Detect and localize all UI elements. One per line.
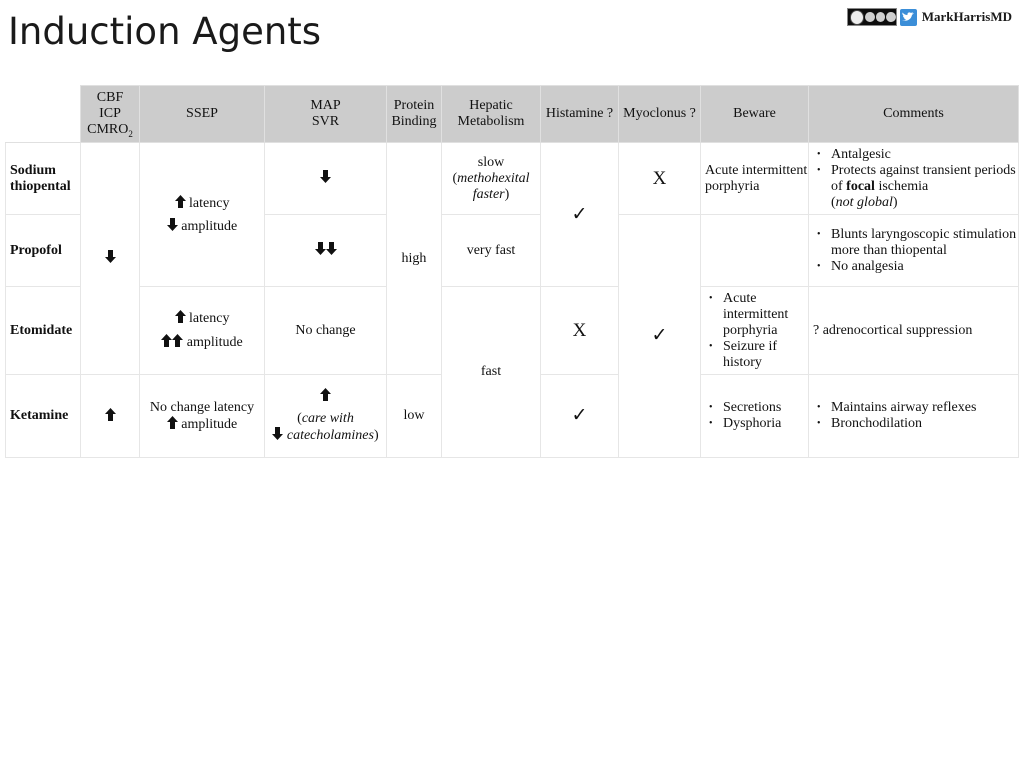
hepatic-methohexital: methohexital [457, 170, 530, 186]
header-map-line2: SVR [311, 114, 340, 129]
induction-agents-table [5, 85, 1019, 458]
brand [847, 8, 1012, 26]
ssep-amplitude: amplitude [181, 218, 238, 234]
row-thiopental [6, 143, 1019, 215]
cbf-down-cell [81, 143, 140, 375]
down-arrow-icon [326, 242, 337, 255]
map-care-with: care with [301, 411, 354, 426]
header-beware: Beware [701, 86, 809, 143]
header-cbf [81, 86, 140, 143]
header-cmro-subscript: 2 [128, 128, 133, 139]
header-ssep: SSEP [140, 86, 265, 143]
comment-bronchodilation: • Bronchodilation [831, 416, 1018, 432]
drug-ketamine: Ketamine [6, 375, 81, 458]
hepatic-propofol-cell: very fast [442, 215, 541, 287]
map-propofol-cell [265, 215, 387, 287]
row-etomidate [6, 287, 1019, 375]
myoclonus-check: ✓ [619, 215, 701, 458]
ssep-ketamine-line1: No change latency [149, 399, 255, 415]
header-comments: Comments [809, 86, 1019, 143]
beware-thiopental: Acute intermittent porphyria [701, 143, 809, 215]
hepatic-fast-cell: fast [442, 287, 541, 458]
ssep-top-cell [140, 143, 265, 287]
page-title: Induction Agents [8, 10, 322, 53]
up-arrow-icon [320, 388, 331, 401]
up-arrow-icon [161, 334, 172, 347]
up-arrow-icon [105, 408, 116, 421]
histamine-check-ketamine: ✓ [541, 375, 619, 458]
header-cbf-line2: ICP [99, 106, 121, 121]
protein-high-cell: high [387, 143, 442, 375]
cbf-ketamine-cell [81, 375, 140, 458]
header-map [265, 86, 387, 143]
header-histamine: Histamine ? [541, 86, 619, 143]
down-arrow-icon [320, 170, 331, 183]
header-protein-line2: Binding [391, 114, 437, 129]
ssep-etomidate-amplitude: amplitude [186, 335, 243, 350]
header-hepatic [442, 86, 541, 143]
header-hepatic-line2: Metabolism [457, 114, 525, 129]
comment-focal: focal [846, 178, 875, 194]
header-protein-line1: Protein [393, 98, 435, 113]
map-etomidate-cell: No change [265, 287, 387, 375]
hepatic-faster: faster [472, 186, 505, 202]
brand-name: MarkHarrisMD [921, 9, 1012, 24]
hepatic-slow: slow [477, 154, 505, 170]
comments-ketamine [809, 375, 1019, 458]
drug-etomidate: Etomidate [6, 287, 81, 375]
comments-etomidate: ? adrenocortical suppression [809, 287, 1019, 375]
comment-no-analgesia: • No analgesia [831, 259, 1018, 275]
down-arrow-icon [272, 427, 283, 440]
map-thiopental-cell [265, 143, 387, 215]
comment-not-global: not global [835, 194, 893, 210]
up-arrow-icon [167, 416, 178, 429]
down-arrow-icon [167, 218, 178, 231]
hepatic-thiopental-cell: slow (methohexital faster) [442, 143, 541, 215]
down-arrow-icon [315, 242, 326, 255]
up-arrow-icon [175, 310, 186, 323]
comment-antalgesic: • Antalgesic [831, 147, 1018, 163]
header-row [6, 86, 1019, 143]
header-corner [6, 86, 81, 143]
ssep-latency: latency [189, 195, 230, 211]
down-arrow-icon [105, 250, 116, 263]
header-cbf-line3 [81, 122, 139, 138]
drug-thiopental: Sodium thiopental [6, 143, 81, 215]
map-ketamine-cell: (care with catecholamines) [265, 375, 387, 458]
comment-protects: • Protects against transient periods of focal ischemia (not global) [831, 163, 1018, 211]
up-arrow-icon [172, 334, 183, 347]
twitter-icon [900, 9, 917, 26]
cc-by-nc-sa-icon [847, 8, 897, 26]
beware-etomidate [701, 287, 809, 375]
beware-dysphoria: • Dysphoria [723, 416, 808, 432]
protein-low-cell: low [387, 375, 442, 458]
drug-propofol: Propofol [6, 215, 81, 287]
histamine-check: ✓ [541, 143, 619, 287]
header-cbf-line1: CBF [96, 90, 124, 105]
ssep-etomidate-latency: latency [189, 311, 230, 326]
header-map-line1: MAP [310, 98, 341, 113]
ssep-ketamine-cell [140, 375, 265, 458]
beware-secretions: • Secretions [723, 400, 808, 416]
ssep-etomidate-cell [140, 287, 265, 375]
histamine-cross: X [541, 287, 619, 375]
header-protein [387, 86, 442, 143]
beware-porphyria: • Acute intermittent porphyria [723, 291, 808, 339]
comments-thiopental [809, 143, 1019, 215]
map-catecholamines: catecholamines [286, 428, 374, 443]
header-hepatic-line1: Hepatic [469, 98, 513, 113]
header-cmro: CMRO [87, 122, 129, 137]
header-myoclonus: Myoclonus ? [619, 86, 701, 143]
myoclonus-cross: X [619, 143, 701, 215]
beware-seizure: • Seizure if history [723, 339, 808, 371]
beware-ketamine [701, 375, 809, 458]
comments-propofol [809, 215, 1019, 287]
ssep-ketamine-amplitude: amplitude [181, 416, 238, 432]
up-arrow-icon [175, 195, 186, 208]
comment-blunts: • Blunts laryngoscopic stimulation more than thiopental [831, 227, 1018, 259]
beware-propofol [701, 215, 809, 287]
comment-airway: • Maintains airway reflexes [831, 400, 1018, 416]
